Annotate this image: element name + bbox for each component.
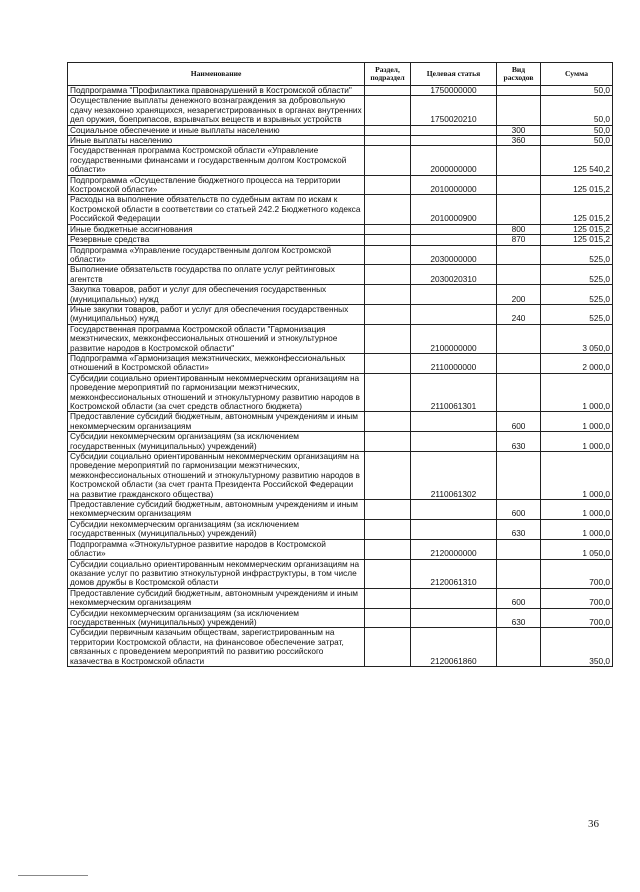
cell-sum: 1 050,0 [541,539,613,559]
cell-type: 600 [497,412,541,432]
cell-target: 2120000000 [411,539,497,559]
table-row [68,224,613,234]
cell-name: Субсидии социально ориентированным некоммерческим организациям на проведение мероприятий по гармонизации межэтнических, межконфессиональных отношений и этнокультурному развитию народов в Костромской области (за счет гранта Президента Российской Федерации на развитие гражданского общества) [68,452,365,500]
cell-name: Государственная программа Костромской области «Управление государственными финансами и государственным долгом Костромской области» [68,146,365,175]
cell-type: 600 [497,588,541,608]
cell-type [497,245,541,265]
cell-sum: 525,0 [541,304,613,324]
table-row [68,519,613,539]
cell-sum: 50,0 [541,86,613,96]
cell-name: Осуществление выплаты денежного вознаграждения за добровольную сдачу незаконно хранящихся, незарегистрированных в органах внутренних дел оружия, боеприпасов, взрывчатых веществ и взрывных устройств [68,96,365,125]
cell-section [365,353,411,373]
budget-table [67,62,613,667]
table-row [68,136,613,146]
cell-type [497,452,541,500]
cell-target [411,304,497,324]
cell-target: 2110061301 [411,373,497,412]
cell-section [365,628,411,667]
cell-section [365,195,411,224]
table-row [68,412,613,432]
cell-sum: 50,0 [541,96,613,125]
cell-type [497,265,541,285]
table-row [68,175,613,195]
cell-section [365,559,411,588]
cell-sum: 2 000,0 [541,353,613,373]
cell-section [365,86,411,96]
cell-type: 600 [497,500,541,520]
cell-section [365,588,411,608]
cell-name: Иные бюджетные ассигнования [68,224,365,234]
cell-name: Субсидии некоммерческим организациям (за исключением государственных (муниципальных) учреждений) [68,432,365,452]
cell-sum: 700,0 [541,608,613,628]
cell-section [365,500,411,520]
cell-target: 2030020310 [411,265,497,285]
cell-name: Расходы на выполнение обязательств по судебным актам по искам к Костромской области в соответствии со статьей 242.2 Бюджетного кодекса Российской Федерации [68,195,365,224]
cell-target [411,125,497,135]
cell-type: 240 [497,304,541,324]
cell-target [411,432,497,452]
cell-type [497,175,541,195]
cell-type [497,353,541,373]
table-row [68,559,613,588]
cell-type [497,628,541,667]
cell-type [497,539,541,559]
table-header-row [68,63,613,86]
cell-target [411,500,497,520]
cell-name: Иные выплаты населению [68,136,365,146]
cell-name: Субсидии первичным казачьим обществам, зарегистрированным на территории Костромской области, на финансовое обеспечение затрат, связанных с проведением мероприятий по развитию российского казачества в Костромской области [68,628,365,667]
cell-sum: 525,0 [541,265,613,285]
cell-sum: 125 015,2 [541,195,613,224]
cell-name: Подпрограмма «Гармонизация межэтнических, межконфессиональных отношений в Костромской области» [68,353,365,373]
table-row [68,628,613,667]
table-row [68,452,613,500]
cell-section [365,608,411,628]
table-row [68,324,613,353]
cell-type [497,324,541,353]
table-row [68,146,613,175]
table-row [68,96,613,125]
header-section: Раздел, подраздел [365,63,411,86]
cell-type [497,146,541,175]
cell-sum: 1 000,0 [541,452,613,500]
cell-sum: 350,0 [541,628,613,667]
cell-name: Предоставление субсидий бюджетным, автономным учреждениям и иным некоммерческим организациям [68,588,365,608]
cell-target: 1750020210 [411,96,497,125]
table-row [68,588,613,608]
cell-target [411,224,497,234]
cell-type: 800 [497,224,541,234]
cell-section [365,125,411,135]
cell-name: Подпрограмма «Осуществление бюджетного процесса на территории Костромской области» [68,175,365,195]
cell-name: Предоставление субсидий бюджетным, автономным учреждениям и иным некоммерческим организациям [68,412,365,432]
cell-name: Предоставление субсидий бюджетным, автономным учреждениям и иным некоммерческим организациям [68,500,365,520]
cell-target: 1750000000 [411,86,497,96]
cell-target: 2010000000 [411,175,497,195]
cell-sum: 1 000,0 [541,519,613,539]
cell-type: 200 [497,285,541,305]
table-row [68,608,613,628]
cell-target: 2120061860 [411,628,497,667]
cell-name: Субсидии социально ориентированным некоммерческим организациям на проведение мероприятий по гармонизации межэтнических, межконфессиональных отношений и этнокультурному развитию народов в Костромской области (за счет средств областного бюджета) [68,373,365,412]
table-row [68,285,613,305]
cell-target: 2010000900 [411,195,497,224]
table-row [68,539,613,559]
header-type: Вид расходов [497,63,541,86]
cell-name: Субсидии социально ориентированным некоммерческим организациям на оказание услуг по развитию этнокультурной инфраструктуры, в том числе домов дружбы в Костромской области [68,559,365,588]
cell-sum: 125 015,2 [541,175,613,195]
cell-sum: 1 000,0 [541,373,613,412]
table-row [68,265,613,285]
cell-target: 2000000000 [411,146,497,175]
cell-type [497,559,541,588]
cell-sum: 50,0 [541,125,613,135]
cell-section [365,324,411,353]
cell-type [497,195,541,224]
cell-name: Субсидии некоммерческим организациям (за исключением государственных (муниципальных) учреждений) [68,608,365,628]
cell-section [365,304,411,324]
cell-target: 2120061310 [411,559,497,588]
table-row [68,86,613,96]
cell-sum: 125 540,2 [541,146,613,175]
cell-sum: 700,0 [541,559,613,588]
footer-rule [18,875,88,876]
cell-section [365,373,411,412]
cell-type: 630 [497,519,541,539]
cell-sum: 525,0 [541,285,613,305]
cell-section [365,265,411,285]
cell-name: Подпрограмма "Профилактика правонарушений в Костромской области" [68,86,365,96]
cell-type: 630 [497,608,541,628]
table-row [68,500,613,520]
cell-type: 300 [497,125,541,135]
cell-name: Резервные средства [68,235,365,245]
cell-section [365,245,411,265]
cell-sum: 3 050,0 [541,324,613,353]
cell-section [365,539,411,559]
cell-section [365,452,411,500]
cell-section [365,412,411,432]
cell-target [411,285,497,305]
cell-target: 2110000000 [411,353,497,373]
cell-target [411,412,497,432]
cell-name: Подпрограмма «Этнокультурное развитие народов в Костромской области» [68,539,365,559]
cell-type [497,96,541,125]
table-body [68,86,613,667]
cell-name: Подпрограмма «Управление государственным долгом Костромской области» [68,245,365,265]
cell-section [365,235,411,245]
cell-type: 870 [497,235,541,245]
cell-sum: 50,0 [541,136,613,146]
cell-sum: 1 000,0 [541,432,613,452]
table-row [68,245,613,265]
cell-type: 630 [497,432,541,452]
cell-target: 2100000000 [411,324,497,353]
cell-type [497,86,541,96]
cell-target [411,608,497,628]
cell-target [411,588,497,608]
table-row [68,125,613,135]
table-row [68,304,613,324]
cell-sum: 700,0 [541,588,613,608]
cell-name: Иные закупки товаров, работ и услуг для обеспечения государственных (муниципальных) нужд [68,304,365,324]
cell-target [411,235,497,245]
cell-sum: 525,0 [541,245,613,265]
cell-name: Субсидии некоммерческим организациям (за исключением государственных (муниципальных) учреждений) [68,519,365,539]
cell-sum: 1 000,0 [541,412,613,432]
cell-target [411,519,497,539]
cell-section [365,146,411,175]
cell-section [365,519,411,539]
budget-table-sheet [67,62,612,667]
page-number: 36 [588,818,599,830]
cell-target [411,136,497,146]
table-row [68,353,613,373]
cell-type [497,373,541,412]
cell-name: Социальное обеспечение и иные выплаты населению [68,125,365,135]
table-row [68,432,613,452]
table-row [68,373,613,412]
cell-name: Выполнение обязательств государства по оплате услуг рейтинговых агентств [68,265,365,285]
cell-section [365,96,411,125]
header-sum: Сумма [541,63,613,86]
cell-section [365,175,411,195]
header-target: Целевая статья [411,63,497,86]
cell-sum: 1 000,0 [541,500,613,520]
cell-name: Государственная программа Костромской области "Гармонизация межэтнических, межконфессиональных отношений и этнокультурное развитие народов в Костромской области" [68,324,365,353]
header-name: Наименование [68,63,365,86]
cell-section [365,285,411,305]
cell-section [365,136,411,146]
cell-sum: 125 015,2 [541,235,613,245]
cell-name: Закупка товаров, работ и услуг для обеспечения государственных (муниципальных) нужд [68,285,365,305]
cell-target: 2030000000 [411,245,497,265]
cell-section [365,224,411,234]
cell-type: 360 [497,136,541,146]
cell-target: 2110061302 [411,452,497,500]
cell-sum: 125 015,2 [541,224,613,234]
table-row [68,195,613,224]
table-row [68,235,613,245]
cell-section [365,432,411,452]
